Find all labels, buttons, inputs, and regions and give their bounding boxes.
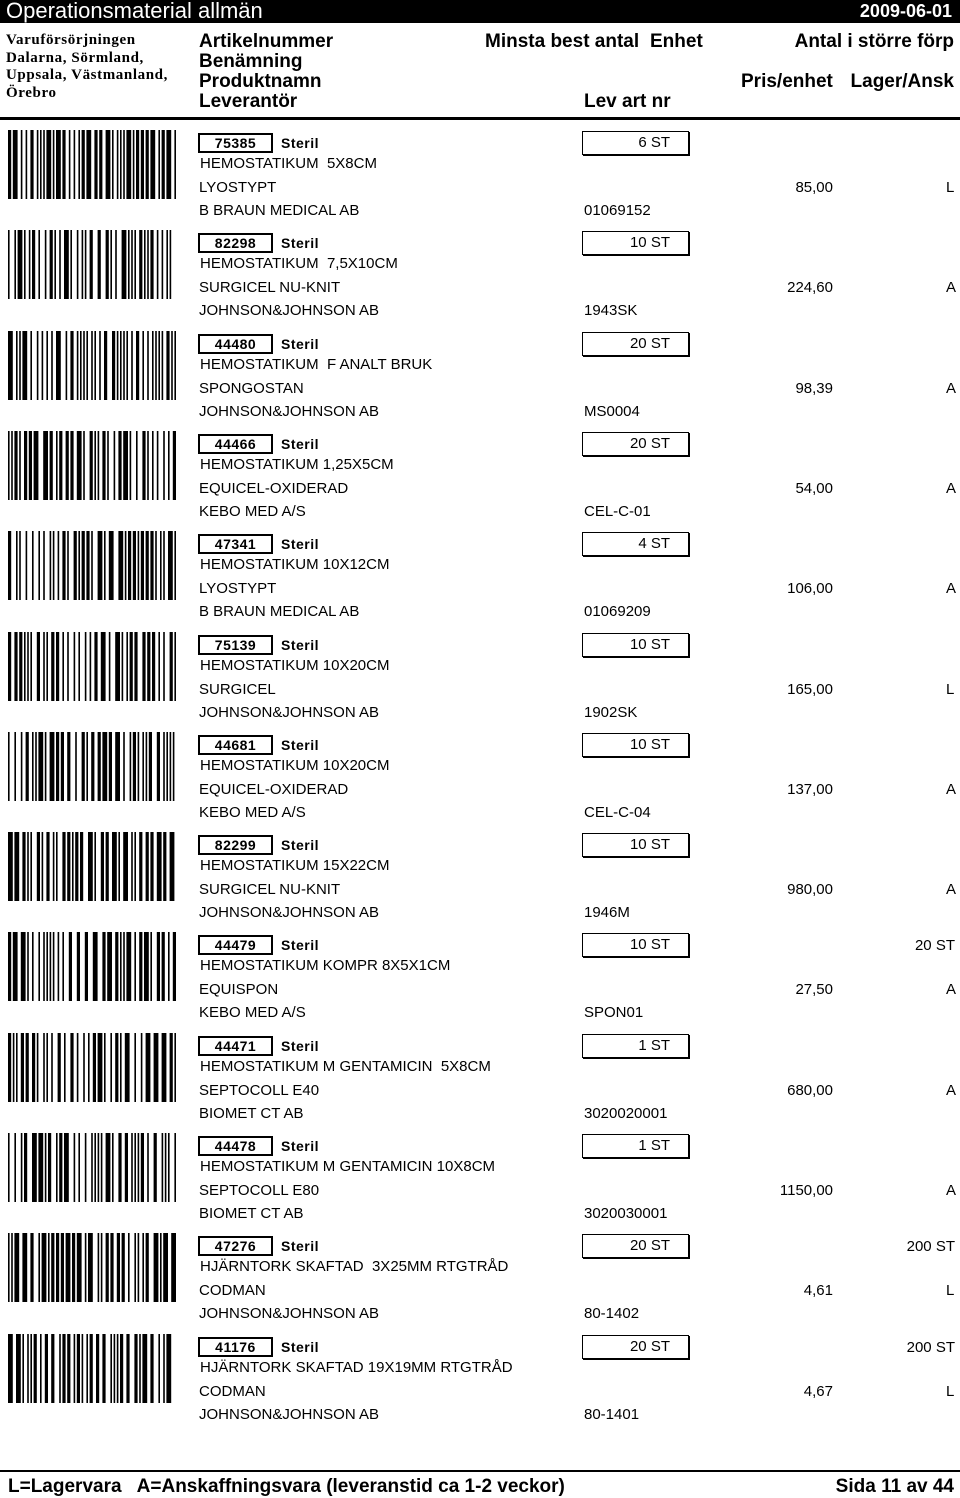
- steril-label: Steril: [281, 536, 320, 553]
- min-order-quantity: 4 ST: [582, 532, 689, 556]
- item-row: [0, 1026, 960, 1126]
- org-line: Dalarna, Sörmland,: [6, 49, 144, 66]
- item-name: HEMOSTATIKUM 10X20CM: [200, 656, 390, 674]
- product-name: SURGICEL NU-KNIT: [199, 279, 341, 297]
- unit-price: 680,00: [787, 1081, 833, 1099]
- article-number: 75385: [198, 133, 273, 153]
- barcode-image: [8, 1033, 176, 1102]
- unit-price: 1150,00: [779, 1182, 833, 1199]
- item-row: [0, 223, 960, 323]
- supplier-name: KEBO MED A/S: [199, 502, 306, 520]
- supplier-name: JOHNSON&JOHNSON AB: [199, 302, 380, 320]
- larger-pack-quantity: 200 ST: [906, 1338, 955, 1356]
- supplier-name: BIOMET CT AB: [199, 1205, 304, 1222]
- product-name: SEPTOCOLL E80: [199, 1182, 320, 1199]
- stock-type: A: [946, 881, 957, 899]
- barcode-image: [8, 130, 176, 199]
- barcode-image: [8, 1334, 176, 1403]
- steril-label: Steril: [281, 1138, 320, 1154]
- steril-label: Steril: [281, 837, 320, 854]
- stock-type: A: [946, 780, 957, 798]
- supplier-article-number: CEL-C-04: [584, 803, 651, 821]
- footer-legend: L=Lagervara A=Anskaffningsvara (leveranstid ca 1-2 veckor): [8, 1476, 565, 1497]
- item-row: [0, 725, 960, 825]
- min-order-quantity: 20 ST: [582, 1234, 689, 1258]
- barcode-image: [8, 531, 176, 600]
- min-order-quantity: 20 ST: [582, 432, 689, 456]
- steril-label: Steril: [281, 235, 320, 252]
- supplier-name: B BRAUN MEDICAL AB: [199, 603, 360, 621]
- barcode-image: [8, 832, 176, 901]
- title-bar: [0, 0, 960, 23]
- item-row: [0, 1327, 960, 1427]
- barcode-image: [8, 932, 176, 1001]
- unit-price: 224,60: [787, 279, 833, 297]
- item-row: [0, 123, 960, 223]
- unit-price: 98,39: [795, 379, 833, 397]
- item-name: HEMOSTATIKUM 1,25X5CM: [200, 455, 394, 473]
- col-header-artikelnummer: Artikelnummer: [199, 31, 334, 52]
- barcode-image: [8, 431, 176, 500]
- item-name: HEMOSTATIKUM 5X8CM: [200, 155, 377, 172]
- item-row: [0, 324, 960, 424]
- unit-price: 4,61: [803, 1282, 833, 1300]
- unit-price: 85,00: [795, 179, 833, 196]
- unit-price: 106,00: [787, 580, 833, 598]
- min-order-quantity: 6 ST: [582, 131, 689, 155]
- item-name: HEMOSTATIKUM 10X20CM: [200, 756, 390, 774]
- article-number: 44681: [198, 735, 273, 755]
- col-header-minsta-best-antal: Minsta best antal: [485, 31, 640, 52]
- document-title: Operationsmaterial allmän: [6, 0, 263, 23]
- min-order-quantity: 1 ST: [582, 1134, 689, 1158]
- item-row: [0, 424, 960, 524]
- supplier-article-number: 80-1402: [584, 1305, 640, 1323]
- item-name: HEMOSTATIKUM 15X22CM: [200, 857, 390, 875]
- min-order-quantity: 20 ST: [582, 1335, 689, 1359]
- article-number: 82298: [198, 233, 273, 253]
- product-name: LYOSTYPT: [199, 179, 277, 196]
- col-header-leverantor: Leverantör: [199, 91, 298, 112]
- unit-price: 165,00: [787, 680, 833, 698]
- item-row: [0, 925, 960, 1025]
- unit-price: 27,50: [795, 981, 833, 999]
- stock-type: L: [946, 179, 955, 196]
- supplier-article-number: 01069152: [584, 202, 651, 219]
- steril-label: Steril: [281, 736, 320, 753]
- product-name: SURGICEL NU-KNIT: [199, 881, 341, 899]
- steril-label: Steril: [281, 636, 320, 653]
- barcode-image: [8, 230, 176, 299]
- product-name: CODMAN: [199, 1282, 266, 1300]
- col-header-lev-art-nr: Lev art nr: [584, 91, 671, 112]
- unit-price: 4,67: [803, 1382, 833, 1400]
- supplier-name: JOHNSON&JOHNSON AB: [199, 402, 380, 420]
- min-order-quantity: 10 ST: [582, 231, 689, 255]
- item-row: [0, 625, 960, 725]
- steril-label: Steril: [281, 1037, 320, 1054]
- supplier-article-number: SPON01: [584, 1004, 644, 1022]
- item-row: [0, 524, 960, 624]
- steril-label: Steril: [281, 335, 320, 352]
- stock-type: A: [946, 1182, 957, 1199]
- supplier-article-number: 1902SK: [584, 703, 638, 721]
- supplier-name: JOHNSON&JOHNSON AB: [199, 904, 380, 922]
- larger-pack-quantity: 200 ST: [906, 1238, 955, 1256]
- steril-label: Steril: [281, 135, 320, 151]
- stock-type: A: [946, 981, 957, 999]
- product-name: LYOSTYPT: [199, 580, 277, 598]
- article-number: 44478: [198, 1136, 273, 1156]
- article-number: 75139: [198, 635, 273, 655]
- article-number: 47276: [198, 1236, 273, 1256]
- steril-label: Steril: [281, 435, 320, 452]
- supplier-name: KEBO MED A/S: [199, 1004, 306, 1022]
- product-name: SEPTOCOLL E40: [199, 1081, 320, 1099]
- item-name: HEMOSTATIKUM KOMPR 8X5X1CM: [200, 957, 451, 975]
- article-number: 41176: [198, 1337, 273, 1357]
- item-name: HEMOSTATIKUM F ANALT BRUK: [200, 355, 433, 373]
- unit-price: 137,00: [787, 780, 833, 798]
- article-number: 44471: [198, 1036, 273, 1056]
- min-order-quantity: 10 ST: [582, 833, 689, 857]
- supplier-name: BIOMET CT AB: [199, 1104, 304, 1122]
- stock-type: A: [946, 1081, 957, 1099]
- organization-name: [6, 32, 168, 102]
- stock-type: A: [946, 580, 957, 598]
- col-header-enhet: Enhet: [650, 31, 703, 52]
- item-name: HEMOSTATIKUM 7,5X10CM: [200, 255, 398, 273]
- article-number: 44479: [198, 935, 273, 955]
- item-name: HEMOSTATIKUM 10X12CM: [200, 556, 390, 574]
- unit-price: 54,00: [795, 479, 833, 497]
- unit-price: 980,00: [787, 881, 833, 899]
- col-header-lager-ansk: Lager/Ansk: [850, 71, 954, 92]
- supplier-name: JOHNSON&JOHNSON AB: [199, 1405, 380, 1423]
- product-name: EQUICEL-OXIDERAD: [199, 780, 349, 798]
- barcode-image: [8, 1133, 176, 1202]
- product-name: EQUISPON: [199, 981, 279, 999]
- supplier-article-number: MS0004: [584, 402, 640, 420]
- col-header-produktnamn: Produktnamn: [199, 71, 322, 92]
- header-divider: [0, 117, 960, 120]
- min-order-quantity: 10 ST: [582, 633, 689, 657]
- barcode-image: [8, 331, 176, 400]
- stock-type: A: [946, 379, 957, 397]
- steril-label: Steril: [281, 1338, 320, 1355]
- supplier-article-number: CEL-C-01: [584, 502, 651, 520]
- product-name: CODMAN: [199, 1382, 266, 1400]
- supplier-article-number: 1943SK: [584, 302, 638, 320]
- product-name: SURGICEL: [199, 680, 276, 698]
- stock-type: A: [946, 279, 957, 297]
- supplier-name: JOHNSON&JOHNSON AB: [199, 1305, 380, 1323]
- item-name: HEMOSTATIKUM M GENTAMICIN 10X8CM: [200, 1158, 496, 1175]
- org-line: Varuförsörjningen: [6, 32, 136, 48]
- supplier-name: JOHNSON&JOHNSON AB: [199, 703, 380, 721]
- article-number: 44466: [198, 434, 273, 454]
- supplier-article-number: 01069209: [584, 603, 651, 621]
- supplier-name: KEBO MED A/S: [199, 803, 306, 821]
- stock-type: A: [946, 479, 957, 497]
- article-number: 44480: [198, 334, 273, 354]
- org-line: Örebro: [6, 84, 57, 101]
- org-line: Uppsala, Västmanland,: [6, 67, 168, 83]
- product-name: EQUICEL-OXIDERAD: [199, 479, 349, 497]
- min-order-quantity: 10 ST: [582, 733, 689, 757]
- item-row: [0, 1126, 960, 1226]
- product-name: SPONGOSTAN: [199, 379, 304, 397]
- document-date: 2009-06-01: [859, 1, 952, 21]
- min-order-quantity: 20 ST: [582, 332, 689, 356]
- steril-label: Steril: [281, 937, 320, 954]
- supplier-article-number: 80-1401: [584, 1405, 640, 1423]
- item-name: HJÄRNTORK SKAFTAD 3X25MM RTGTRÅD: [200, 1258, 509, 1276]
- col-header-antal-storre-forp: Antal i större förp: [794, 31, 954, 52]
- article-number: 82299: [198, 835, 273, 855]
- min-order-quantity: 1 ST: [582, 1034, 689, 1058]
- article-number: 47341: [198, 534, 273, 554]
- item-name: HEMOSTATIKUM M GENTAMICIN 5X8CM: [200, 1057, 491, 1075]
- barcode-image: [8, 732, 176, 801]
- barcode-image: [8, 1233, 176, 1302]
- item-name: HJÄRNTORK SKAFTAD 19X19MM RTGTRÅD: [200, 1358, 513, 1376]
- stock-type: L: [946, 1282, 955, 1300]
- supplier-article-number: 1946M: [584, 904, 630, 922]
- item-row: [0, 1226, 960, 1326]
- stock-type: L: [946, 680, 955, 698]
- larger-pack-quantity: 20 ST: [914, 937, 955, 955]
- supplier-name: B BRAUN MEDICAL AB: [199, 202, 360, 219]
- supplier-article-number: 3020020001: [584, 1104, 668, 1122]
- barcode-image: [8, 632, 176, 701]
- stock-type: L: [946, 1382, 955, 1400]
- item-row: [0, 825, 960, 925]
- col-header-pris-enhet: Pris/enhet: [741, 71, 833, 92]
- steril-label: Steril: [281, 1238, 320, 1255]
- page-number: Sida 11 av 44: [835, 1476, 954, 1497]
- min-order-quantity: 10 ST: [582, 933, 689, 957]
- footer-divider: [0, 1470, 960, 1472]
- col-header-benamning: Benämning: [199, 51, 303, 72]
- supplier-article-number: 3020030001: [584, 1205, 668, 1222]
